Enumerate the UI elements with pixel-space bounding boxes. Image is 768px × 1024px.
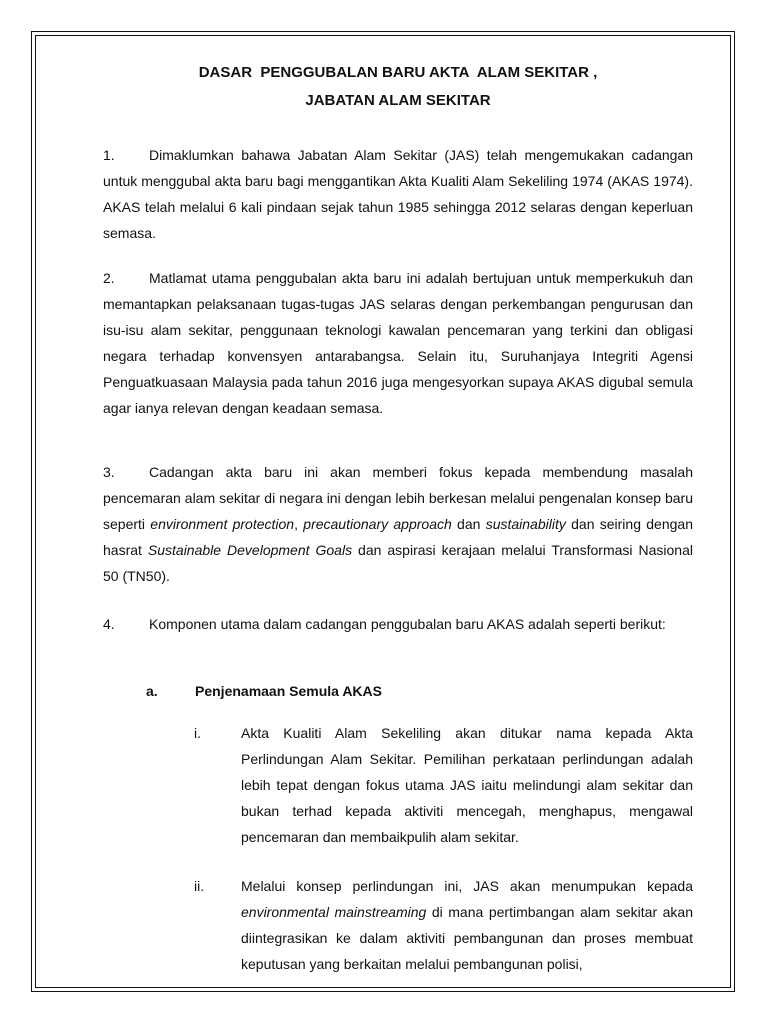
document-title-line-2: JABATAN ALAM SEKITAR <box>305 92 491 109</box>
list-item-ii <box>103 873 693 977</box>
paragraph-3-term-2: precautionary approach <box>303 516 452 532</box>
list-item-ii-numeral: ii. <box>194 878 205 894</box>
paragraph-3-text-4: dan seiring dengan hasrat <box>103 516 693 558</box>
list-item-i-text: Akta Kualiti Alam Sekeliling akan ditukar nama kepada Akta Perlindungan Alam Sekitar. Pemilihan perkataan perlindungan adalah lebih tepat dengan fokus utama JAS iaitu melindungi alam sekitar dan bukan terhad kepada aktiviti mencegah, menghapus, mengawal pencemaran dan membaikpulih alam sekitar. <box>241 725 693 845</box>
paragraph-3 <box>103 459 693 589</box>
paragraph-1 <box>103 142 693 246</box>
paragraph-1-number: 1. <box>103 147 115 163</box>
paragraph-4 <box>103 611 693 637</box>
list-item-ii-term: environmental mainstreaming <box>241 904 427 920</box>
list-item-ii-text-1: Melalui konsep perlindungan ini, JAS akan menumpukan kepada <box>241 878 693 894</box>
paragraph-1-text: Dimaklumkan bahawa Jabatan Alam Sekitar (JAS) telah mengemukakan cadangan untuk menggubal akta baru bagi menggantikan Akta Kualiti Alam Sekeliling 1974 (AKAS 1974). AKAS telah melalui 6 kali pindaan sejak tahun 1985 sehingga 2012 selaras dengan keperluan semasa. <box>103 147 693 241</box>
paragraph-3-text-1: Cadangan akta baru ini akan memberi fokus kepada membendung masalah pencemaran alam sekitar di negara ini dengan lebih berkesan melalui pengenalan konsep baru seperti <box>103 464 693 532</box>
section-a-letter: a. <box>146 683 158 699</box>
paragraph-3-term-3: sustainability <box>485 516 566 532</box>
list-item-ii-text-2: di mana pertimbangan alam sekitar akan diintegrasikan ke dalam aktiviti pembangunan dan proses membuat keputusan yang berkaitan melalui pembangunan polisi, <box>241 904 693 972</box>
paragraph-3-text-5: dan aspirasi kerajaan melalui Transformasi Nasional 50 (TN50). <box>103 542 693 584</box>
paragraph-4-text: Komponen utama dalam cadangan penggubalan baru AKAS adalah seperti berikut: <box>149 616 666 632</box>
paragraph-3-term-4: Sustainable Development Goals <box>147 542 353 558</box>
paragraph-3-number: 3. <box>103 464 115 480</box>
paragraph-2-number: 2. <box>103 270 115 286</box>
paragraph-3-term-1: environment protection <box>150 516 295 532</box>
paragraph-3-text-2: , <box>294 516 304 532</box>
list-item-i <box>103 720 693 850</box>
section-a-label: Penjenamaan Semula AKAS <box>195 683 382 699</box>
paragraph-2 <box>103 265 693 421</box>
list-item-ii-body <box>241 873 693 977</box>
list-item-i-numeral: i. <box>194 725 201 741</box>
paragraph-2-text: Matlamat utama penggubalan akta baru ini adalah bertujuan untuk memperkukuh dan memantapkan pelaksanaan tugas-tugas JAS selaras dengan perkembangan pengurusan dan isu-isu alam sekitar, penggunaan teknologi kawalan pencemaran yang terkini dan obligasi negara terhadap konvensyen antarabangsa. Selain itu, Suruhanjaya Integriti Agensi Penguatkuasaan Malaysia pada tahun 2016 juga mengesyorkan supaya AKAS digubal semula agar ianya relevan dengan keadaan semasa. <box>103 270 693 416</box>
paragraph-3-text-3: dan <box>451 516 486 532</box>
section-a-heading <box>103 678 693 704</box>
paragraph-4-number: 4. <box>103 616 115 632</box>
document-title-line-1: DASAR PENGGUBALAN BARU AKTA ALAM SEKITAR , <box>198 64 598 81</box>
